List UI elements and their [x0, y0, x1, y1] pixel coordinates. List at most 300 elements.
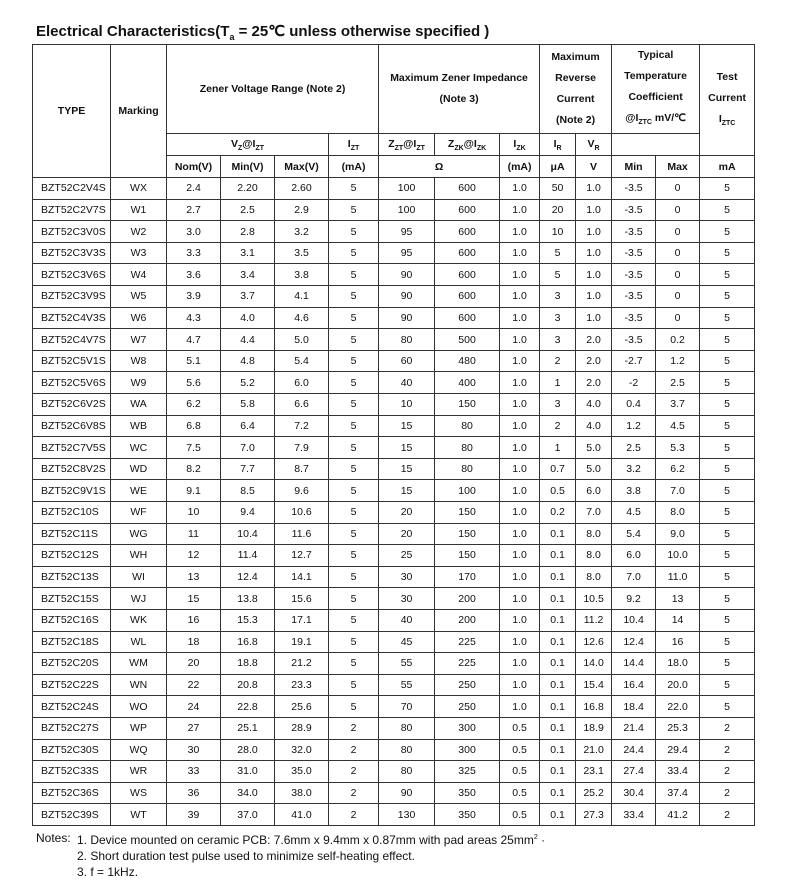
table-cell: 12.4 [221, 566, 275, 588]
table-cell: 80 [435, 415, 500, 437]
table-cell: 5 [700, 545, 755, 567]
table-cell: 30.4 [612, 782, 656, 804]
table-cell: 7.9 [275, 437, 329, 459]
table-cell: 2.0 [576, 329, 612, 351]
table-cell: 1.0 [500, 523, 540, 545]
cell-type: BZT52C4V3S [33, 307, 111, 329]
table-cell: 90 [379, 286, 435, 308]
table-cell: 20 [167, 653, 221, 675]
cell-type: BZT52C8V2S [33, 458, 111, 480]
table-cell: 4.5 [656, 415, 700, 437]
table-cell: 5 [700, 394, 755, 416]
table-cell: 2.20 [221, 178, 275, 200]
cell-type: BZT52C6V2S [33, 394, 111, 416]
table-cell: 400 [435, 372, 500, 394]
table-cell: 5.0 [275, 329, 329, 351]
table-cell: 0.2 [656, 329, 700, 351]
table-cell: 41.0 [275, 804, 329, 826]
table-cell: 1.0 [500, 480, 540, 502]
table-cell: 95 [379, 242, 435, 264]
cell-marking: WM [111, 653, 167, 675]
table-cell: -3.5 [612, 178, 656, 200]
table-cell: 600 [435, 307, 500, 329]
table-cell: 5 [329, 437, 379, 459]
cell-marking: W2 [111, 221, 167, 243]
table-row [33, 588, 755, 610]
header-zener-voltage: Zener Voltage Range (Note 2) [167, 45, 379, 134]
table-cell: 1.0 [500, 221, 540, 243]
table-cell: 5 [329, 588, 379, 610]
cell-type: BZT52C3V0S [33, 221, 111, 243]
table-cell: 2 [329, 804, 379, 826]
cell-type: BZT52C5V1S [33, 350, 111, 372]
table-cell: 9.0 [656, 523, 700, 545]
table-cell: 1.0 [576, 199, 612, 221]
table-cell: 28.9 [275, 717, 329, 739]
table-cell: 5 [700, 415, 755, 437]
table-cell: 19.1 [275, 631, 329, 653]
header-reverse-current: Maximum Reverse Current (Note 2) [540, 45, 612, 134]
table-cell: 3.8 [275, 264, 329, 286]
table-cell: 8.0 [576, 545, 612, 567]
table-cell: 5 [329, 415, 379, 437]
table-cell: -3.5 [612, 199, 656, 221]
table-cell: 11.2 [576, 609, 612, 631]
table-cell: 3.9 [167, 286, 221, 308]
table-cell: 2 [700, 804, 755, 826]
table-cell: 1.0 [500, 545, 540, 567]
table-cell: 4.4 [221, 329, 275, 351]
table-cell: 5.4 [275, 350, 329, 372]
cell-type: BZT52C10S [33, 502, 111, 524]
cell-type: BZT52C7V5S [33, 437, 111, 459]
table-cell: 5 [700, 609, 755, 631]
cell-type: BZT52C16S [33, 609, 111, 631]
table-row [33, 804, 755, 826]
table-cell: 5 [329, 566, 379, 588]
table-cell: 4.0 [576, 415, 612, 437]
table-cell: 5.0 [576, 437, 612, 459]
table-cell: 5 [700, 264, 755, 286]
table-cell: 12.4 [612, 631, 656, 653]
table-row [33, 264, 755, 286]
table-cell: 22.8 [221, 696, 275, 718]
table-cell: 9.1 [167, 480, 221, 502]
table-cell: 600 [435, 242, 500, 264]
table-cell: 2.0 [576, 372, 612, 394]
cell-marking: WH [111, 545, 167, 567]
cell-type: BZT52C18S [33, 631, 111, 653]
table-cell: 5 [540, 264, 576, 286]
table-cell: 25.2 [576, 782, 612, 804]
cell-marking: W6 [111, 307, 167, 329]
table-row [33, 415, 755, 437]
cell-type: BZT52C9V1S [33, 480, 111, 502]
table-cell: 100 [435, 480, 500, 502]
table-cell: 13 [656, 588, 700, 610]
table-row [33, 458, 755, 480]
table-cell: 11 [167, 523, 221, 545]
table-cell: 3.4 [221, 264, 275, 286]
table-cell: 30 [379, 588, 435, 610]
table-cell: 0.5 [500, 782, 540, 804]
table-cell: 600 [435, 178, 500, 200]
table-cell: 150 [435, 394, 500, 416]
unit-v: V [576, 156, 612, 178]
table-cell: 5 [700, 307, 755, 329]
table-cell: 5 [329, 199, 379, 221]
table-cell: 55 [379, 674, 435, 696]
table-cell: 5 [329, 286, 379, 308]
table-cell: 8.0 [656, 502, 700, 524]
table-cell: 10.5 [576, 588, 612, 610]
table-cell: 0 [656, 242, 700, 264]
cell-marking: WB [111, 415, 167, 437]
table-cell: 2.0 [576, 350, 612, 372]
table-cell: 6.2 [167, 394, 221, 416]
table-cell: 130 [379, 804, 435, 826]
table-row [33, 394, 755, 416]
cell-marking: WQ [111, 739, 167, 761]
table-cell: 70 [379, 696, 435, 718]
section-title: Electrical $Characteristics(T_a$ = 25℃ unless otherwise specified ) [36, 23, 490, 42]
header-temp-coefficient: Typical Temperature Coefficient $@I_{ZTC}$ mV/℃ [612, 45, 700, 134]
table-cell: 5 [329, 480, 379, 502]
table-cell: 18 [167, 631, 221, 653]
table-cell: 2 [329, 739, 379, 761]
table-cell: 1.0 [576, 242, 612, 264]
table-cell: 60 [379, 350, 435, 372]
table-cell: 5 [700, 566, 755, 588]
unit-max: Max [656, 156, 700, 178]
table-cell: 350 [435, 804, 500, 826]
cell-marking: W9 [111, 372, 167, 394]
table-cell: 32.0 [275, 739, 329, 761]
table-cell: 9.2 [612, 588, 656, 610]
cell-type: BZT52C22S [33, 674, 111, 696]
cell-type: BZT52C30S [33, 739, 111, 761]
table-cell: 16.8 [221, 631, 275, 653]
table-cell: 18.0 [656, 653, 700, 675]
table-cell: 0.7 [540, 458, 576, 480]
table-cell: 5 [700, 242, 755, 264]
table-cell: 5.3 [656, 437, 700, 459]
table-cell: 0.1 [540, 653, 576, 675]
table-cell: 13 [167, 566, 221, 588]
table-cell: 13.8 [221, 588, 275, 610]
table-cell: 3.3 [167, 242, 221, 264]
cell-type: BZT52C3V9S [33, 286, 111, 308]
table-cell: 15.6 [275, 588, 329, 610]
table-cell: 5 [700, 502, 755, 524]
table-cell: 15 [379, 437, 435, 459]
table-cell: 7.0 [612, 566, 656, 588]
table-cell: 4.1 [275, 286, 329, 308]
cell-type: BZT52C2V4S [33, 178, 111, 200]
table-cell: 200 [435, 588, 500, 610]
table-row [33, 502, 755, 524]
table-cell: -3.5 [612, 307, 656, 329]
table-cell: 25 [379, 545, 435, 567]
table-cell: 350 [435, 782, 500, 804]
table-cell: 8.0 [576, 566, 612, 588]
table-cell: 225 [435, 631, 500, 653]
table-row [33, 199, 755, 221]
table-cell: 0.5 [500, 804, 540, 826]
table-cell: 4.8 [221, 350, 275, 372]
note-1: 1. Device mounted on ceramic PCB: 7.6mm x 9.4mm x 0.87mm with pad areas $25mm^2$ · [77, 833, 546, 847]
table-cell: 5 [329, 221, 379, 243]
table-cell: 5 [329, 178, 379, 200]
table-cell: 4.0 [221, 307, 275, 329]
table-cell: 24 [167, 696, 221, 718]
table-cell: 5 [329, 631, 379, 653]
table-cell: 5.8 [221, 394, 275, 416]
table-row [33, 674, 755, 696]
table-cell: 41.2 [656, 804, 700, 826]
table-cell: 7.5 [167, 437, 221, 459]
table-cell: 3.7 [221, 286, 275, 308]
table-cell: 4.7 [167, 329, 221, 351]
table-cell: 10 [540, 221, 576, 243]
cell-marking: WE [111, 480, 167, 502]
table-row [33, 523, 755, 545]
table-cell: 7.7 [221, 458, 275, 480]
table-cell: 2.7 [167, 199, 221, 221]
table-cell: 200 [435, 609, 500, 631]
table-cell: 23.1 [576, 761, 612, 783]
table-cell: 300 [435, 717, 500, 739]
table-cell: 5 [329, 609, 379, 631]
table-cell: 0 [656, 286, 700, 308]
table-cell: 2 [700, 782, 755, 804]
cell-marking: WF [111, 502, 167, 524]
table-cell: 2.4 [167, 178, 221, 200]
table-cell: 22 [167, 674, 221, 696]
cell-type: BZT52C11S [33, 523, 111, 545]
table-row [33, 545, 755, 567]
table-cell: 2.5 [612, 437, 656, 459]
table-cell: 0.5 [540, 480, 576, 502]
table-cell: 5 [700, 372, 755, 394]
table-cell: 4.5 [612, 502, 656, 524]
table-cell: 30 [379, 566, 435, 588]
table-cell: 0.1 [540, 674, 576, 696]
table-cell: 1.0 [576, 264, 612, 286]
table-row [33, 631, 755, 653]
cell-marking: WK [111, 609, 167, 631]
table-cell: 37.0 [221, 804, 275, 826]
table-cell: 100 [379, 178, 435, 200]
table-cell: 5 [700, 350, 755, 372]
table-cell: 24.4 [612, 739, 656, 761]
table-cell: 8.0 [576, 523, 612, 545]
table-cell: 40 [379, 609, 435, 631]
table-cell: 325 [435, 761, 500, 783]
table-cell: 7.0 [221, 437, 275, 459]
table-cell: 11.0 [656, 566, 700, 588]
table-body [33, 178, 755, 826]
header-type: TYPE [33, 45, 111, 178]
table-cell: 1.0 [576, 286, 612, 308]
table-cell: 25.3 [656, 717, 700, 739]
table-cell: 2.60 [275, 178, 329, 200]
table-cell: -2.7 [612, 350, 656, 372]
table-cell: 15 [379, 415, 435, 437]
table-cell: 5 [700, 458, 755, 480]
table-cell: 0.5 [500, 761, 540, 783]
cell-marking: W3 [111, 242, 167, 264]
table-cell: 600 [435, 221, 500, 243]
cell-marking: W7 [111, 329, 167, 351]
table-row [33, 350, 755, 372]
table-cell: 16.4 [612, 674, 656, 696]
table-cell: 1.0 [500, 372, 540, 394]
table-cell: 5 [700, 588, 755, 610]
table-cell: 3.5 [275, 242, 329, 264]
table-cell: 2 [700, 717, 755, 739]
table-cell: 34.0 [221, 782, 275, 804]
cell-type: BZT52C2V7S [33, 199, 111, 221]
table-cell: 15 [379, 458, 435, 480]
table-cell: 1 [540, 437, 576, 459]
table-cell: 2 [540, 350, 576, 372]
table-cell: 0.1 [540, 566, 576, 588]
table-cell: 12 [167, 545, 221, 567]
table-row [33, 480, 755, 502]
table-cell: 18.4 [612, 696, 656, 718]
table-cell: 150 [435, 502, 500, 524]
table-cell: 0.1 [540, 545, 576, 567]
table-cell: 4.6 [275, 307, 329, 329]
table-cell: 0.1 [540, 523, 576, 545]
header-izk: $I_{ZK}$ [500, 134, 540, 156]
table-cell: 14.1 [275, 566, 329, 588]
table-cell: 0.5 [500, 717, 540, 739]
cell-type: BZT52C20S [33, 653, 111, 675]
cell-marking: WA [111, 394, 167, 416]
table-cell: 80 [379, 329, 435, 351]
table-cell: 500 [435, 329, 500, 351]
header-temp-blank [612, 134, 700, 156]
table-cell: 250 [435, 696, 500, 718]
table-cell: 5 [700, 437, 755, 459]
table-cell: -2 [612, 372, 656, 394]
cell-marking: WT [111, 804, 167, 826]
table-cell: 3 [540, 394, 576, 416]
table-cell: 5 [700, 631, 755, 653]
table-cell: 1.0 [500, 502, 540, 524]
table-cell: 600 [435, 264, 500, 286]
cell-marking: WP [111, 717, 167, 739]
table-cell: 5 [700, 178, 755, 200]
table-row [33, 307, 755, 329]
table-cell: 1.0 [500, 458, 540, 480]
table-cell: 50 [540, 178, 576, 200]
table-cell: 38.0 [275, 782, 329, 804]
cell-marking: WN [111, 674, 167, 696]
table-row [33, 437, 755, 459]
cell-marking: WX [111, 178, 167, 200]
table-cell: 27.3 [576, 804, 612, 826]
table-cell: 55 [379, 653, 435, 675]
table-cell: 18.8 [221, 653, 275, 675]
table-cell: 0 [656, 199, 700, 221]
table-cell: 10.0 [656, 545, 700, 567]
table-cell: 5 [700, 674, 755, 696]
table-row [33, 782, 755, 804]
table-cell: 6.0 [576, 480, 612, 502]
table-cell: 0 [656, 178, 700, 200]
table-cell: 3 [540, 307, 576, 329]
table-cell: 0.1 [540, 717, 576, 739]
table-cell: 28.0 [221, 739, 275, 761]
table-cell: 7.2 [275, 415, 329, 437]
table-cell: 11.4 [221, 545, 275, 567]
table-cell: 2.8 [221, 221, 275, 243]
cell-marking: WR [111, 761, 167, 783]
table-cell: 1.0 [500, 350, 540, 372]
table-cell: 25.1 [221, 717, 275, 739]
table-cell: 0.2 [540, 502, 576, 524]
table-cell: 600 [435, 286, 500, 308]
table-cell: 1.0 [576, 307, 612, 329]
table-cell: 250 [435, 674, 500, 696]
table-cell: 1.0 [500, 199, 540, 221]
table-cell: 7.0 [576, 502, 612, 524]
table-cell: 80 [435, 437, 500, 459]
table-cell: 5 [700, 696, 755, 718]
table-cell: 0 [656, 221, 700, 243]
table-cell: 17.1 [275, 609, 329, 631]
table-cell: 2 [700, 739, 755, 761]
table-cell: 80 [435, 458, 500, 480]
table-cell: 5 [329, 329, 379, 351]
table-cell: 5 [700, 286, 755, 308]
cell-marking: WJ [111, 588, 167, 610]
cell-type: BZT52C39S [33, 804, 111, 826]
table-cell: 2.5 [221, 199, 275, 221]
table-cell: 0.1 [540, 696, 576, 718]
table-cell: 6.8 [167, 415, 221, 437]
table-cell: 33.4 [656, 761, 700, 783]
header-ir: $I_R$ [540, 134, 576, 156]
table-cell: 5 [329, 372, 379, 394]
table-cell: 0.1 [540, 588, 576, 610]
cell-marking: W1 [111, 199, 167, 221]
cell-marking: W4 [111, 264, 167, 286]
table-cell: 5 [700, 221, 755, 243]
table-cell: 5 [329, 502, 379, 524]
table-cell: 20 [379, 502, 435, 524]
header-vr: $V_R$ [576, 134, 612, 156]
table-cell: 29.4 [656, 739, 700, 761]
table-cell: 1.0 [500, 696, 540, 718]
table-cell: 3 [540, 329, 576, 351]
table-cell: 4.0 [576, 394, 612, 416]
table-row [33, 739, 755, 761]
table-cell: 5 [540, 242, 576, 264]
table-cell: 45 [379, 631, 435, 653]
table-cell: 4.3 [167, 307, 221, 329]
unit-ua: μA [540, 156, 576, 178]
unit-test-ma: mA [700, 156, 755, 178]
unit-izk-ma: (mA) [500, 156, 540, 178]
table-cell: 10.4 [612, 609, 656, 631]
table-cell: 5.4 [612, 523, 656, 545]
cell-type: BZT52C3V6S [33, 264, 111, 286]
table-cell: 5 [329, 545, 379, 567]
